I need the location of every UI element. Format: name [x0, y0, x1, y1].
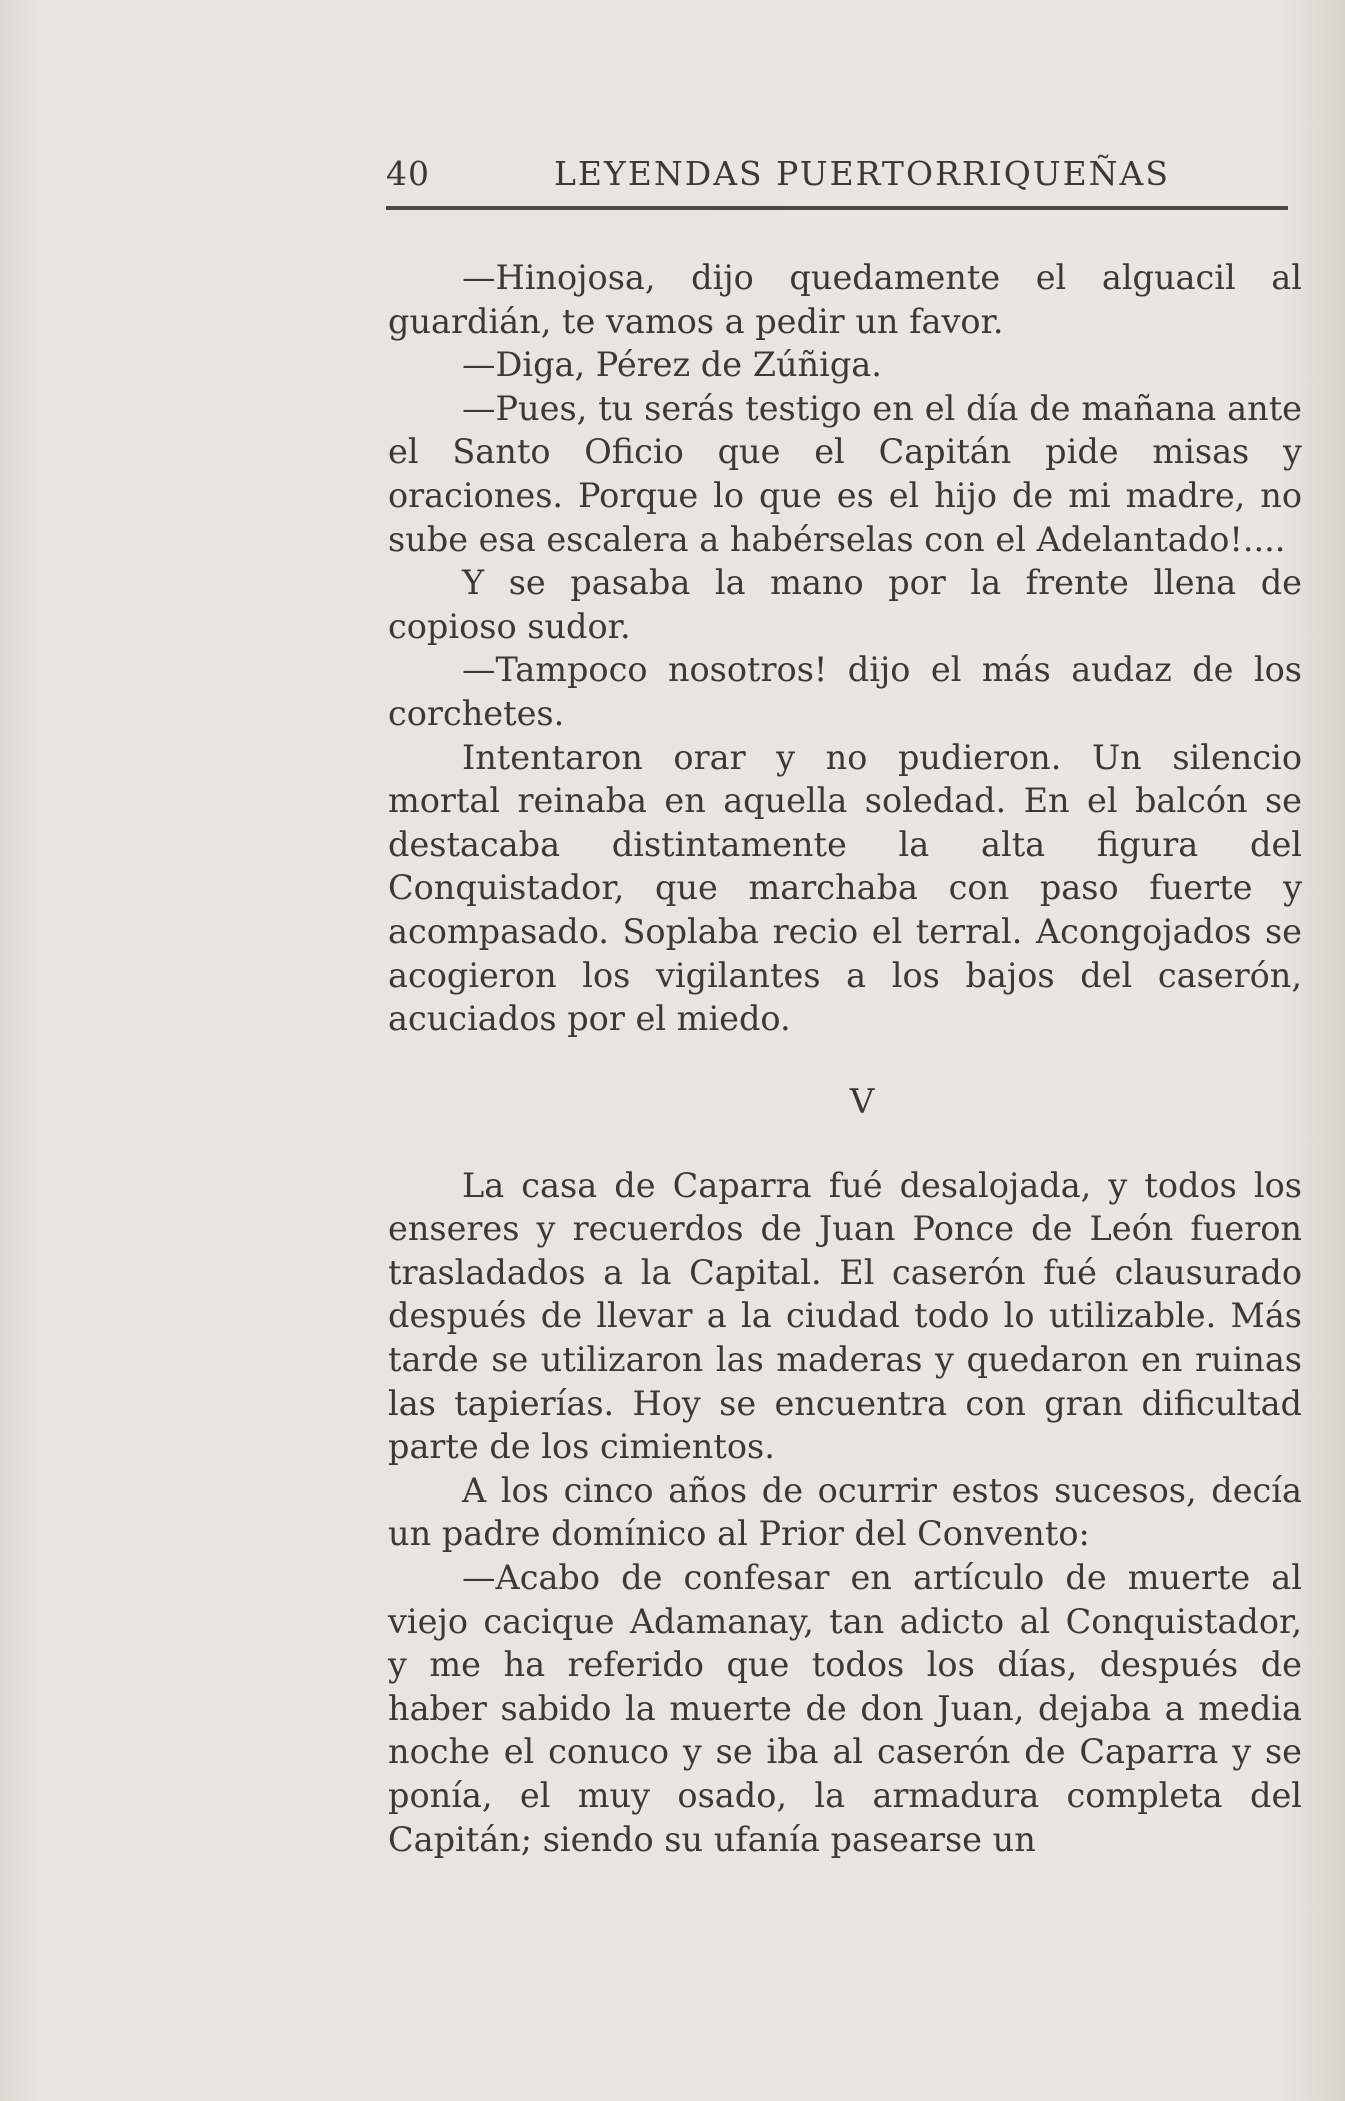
page-body [388, 256, 1302, 1861]
paragraph: —Hinojosa, dijo quedamente el alguacil al guardián, te vamos a pedir un favor. [388, 258, 1302, 341]
paragraph: —Diga, Pérez de Zúñiga. [462, 345, 882, 385]
paragraph: —Acabo de confesar en artículo de muerte al viejo cacique Adamanay, tan adicto al Conquistador, y me ha referido que todos los días, después de haber sabido la muerte de don Juan, dejaba a media noche el conuco y se iba al caserón de Caparra y se ponía, el muy osado, la armadura completa del Capitán; siendo su ufanía pasearse un [388, 1558, 1302, 1859]
paragraph: Intentaron orar y no pudieron. Un silencio mortal reinaba en aquella soledad. En el balcón se destacaba distintamente la alta figura del Conquistador, que marchaba con paso fuerte y acompasado. Soplaba recio el terral. Acongojados se acogieron los vigilantes a los bajos del caserón, acuciados por el miedo. [388, 737, 1302, 1039]
running-title: LEYENDAS PUERTORRIQUEÑAS [554, 154, 1170, 193]
paragraph: —Tampoco nosotros! dijo el más audaz de los corchetes. [388, 650, 1302, 733]
paragraph: La casa de Caparra fué desalojada, y todos los enseres y recuerdos de Juan Ponce de León fueron trasladados a la Capital. El caserón fué clausurado después de llevar a la ciudad todo lo utilizable. Más tarde se utilizaron las maderas y quedaron en ruinas las tapierías. Hoy se encuentra con gran dificultad parte de los cimientos. [388, 1165, 1302, 1467]
paragraph: —Pues, tu serás testigo en el día de mañana ante el Santo Oficio que el Capitán pide misas y oraciones. Porque lo que es el hijo de mi madre, no sube esa escalera a habérselas con el Adelantado!.... [388, 388, 1302, 559]
page-number: 40 [386, 154, 430, 193]
paragraph: A los cinco años de ocurrir estos sucesos, decía un padre domínico al Prior del Convento: [388, 1470, 1302, 1554]
page-header [386, 150, 1288, 210]
paragraph: Y se pasaba la mano por la frente llena de copioso sudor. [388, 563, 1302, 646]
section-heading: V [849, 1081, 875, 1122]
